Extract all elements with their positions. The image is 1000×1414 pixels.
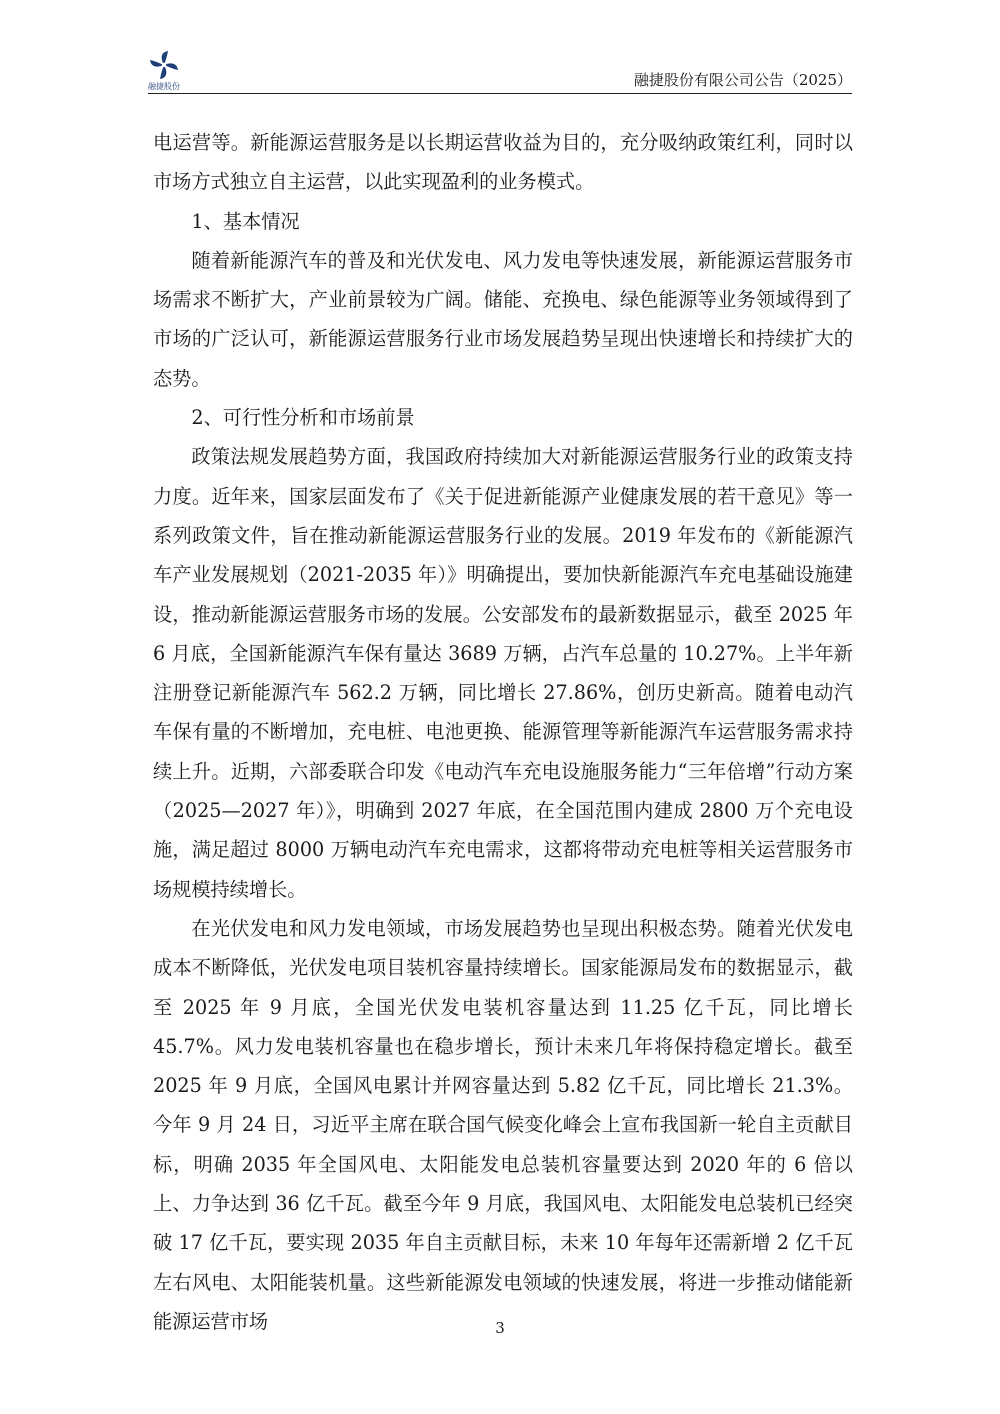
paragraph-policy-trends: 政策法规发展趋势方面，我国政府持续加大对新能源运营服务行业的政策支持力度。近年来，国家层面发布了《关于促进新能源产业健康发展的若干意见》等一系列政策文件，旨在推动新能源运营服务行业的发展。2019 年发布的《新能源汽车产业发展规划（2021-2035 年）》明确提出，要加快新能源汽车充电基础设施建设，推动新能源运营服务市场的发展。公安部发布的最新数据显示，截至 2025 年 6 月底，全国新能源汽车保有量达 3689 万辆，占汽车总量的 10.27%。上半年新注册登记新能源汽车 562.2 万辆，同比增长 27.86%，创历史新高。随着电动汽车保有量的不断增加，充电桩、电池更换、能源管理等新能源汽车运营服务需求持续上升。近期，六部委联合印发《电动汽车充电设施服务能力“三年倍增”行动方案（2025—2027 年）》，明确到 2027 年底，在全国范围内建成 2800 万个充电设施，满足超过 8000 万辆电动汽车充电需求，这都将带动充电桩等相关运营服务市场规模持续增长。	[153, 445, 853, 901]
paragraph-continued: 电运营等。新能源运营服务是以长期运营收益为目的，充分吸纳政策红利，同时以市场方式独立自主运营，以此实现盈利的业务模式。	[153, 131, 853, 194]
paragraph-basic-situation: 随着新能源汽车的普及和光伏发电、风力发电等快速发展，新能源运营服务市场需求不断扩大，产业前景较为广阔。储能、充换电、绿色能源等业务领域得到了市场的广泛认可，新能源运营服务行业市场发展趋势呈现出快速增长和持续扩大的态势。	[153, 248, 853, 390]
header-title: 融捷股份有限公司公告（2025）	[633, 71, 852, 89]
logo-text: 融捷股份	[148, 82, 180, 91]
section-heading-basic-situation: 1、基本情况	[191, 209, 300, 233]
header-divider	[148, 93, 852, 94]
pinwheel-logo-icon	[146, 48, 182, 82]
document-body	[153, 123, 853, 1341]
page-number: 3	[495, 1319, 505, 1337]
company-logo	[140, 48, 188, 94]
page-header	[140, 48, 852, 94]
paragraph-pv-wind-trends: 在光伏发电和风力发电领域，市场发展趋势也呈现出积极态势。随着光伏发电成本不断降低，光伏发电项目装机容量持续增长。国家能源局发布的数据显示，截至 2025 年 9 月底，全国光伏发电装机容量达到 11.25 亿千瓦，同比增长 45.7%。风力发电装机容量也在稳步增长，预计未来几年将保持稳定增长。截至 2025 年 9 月底，全国风电累计并网容量达到 5.82 亿千瓦，同比增长 21.3%。今年 9 月 24 日，习近平主席在联合国气候变化峰会上宣布我国新一轮自主贡献目标，明确 2035 年全国风电、太阳能发电总装机容量要达到 2020 年的 6 倍以上、力争达到 36 亿千瓦。截至今年 9 月底，我国风电、太阳能发电总装机已经突破 17 亿千瓦，要实现 2035 年自主贡献目标，未来 10 年每年还需新增 2 亿千瓦左右风电、太阳能装机量。这些新能源发电领域的快速发展，将进一步推动储能新能源运营市场	[153, 916, 853, 1333]
section-heading-feasibility: 2、可行性分析和市场前景	[191, 406, 415, 430]
